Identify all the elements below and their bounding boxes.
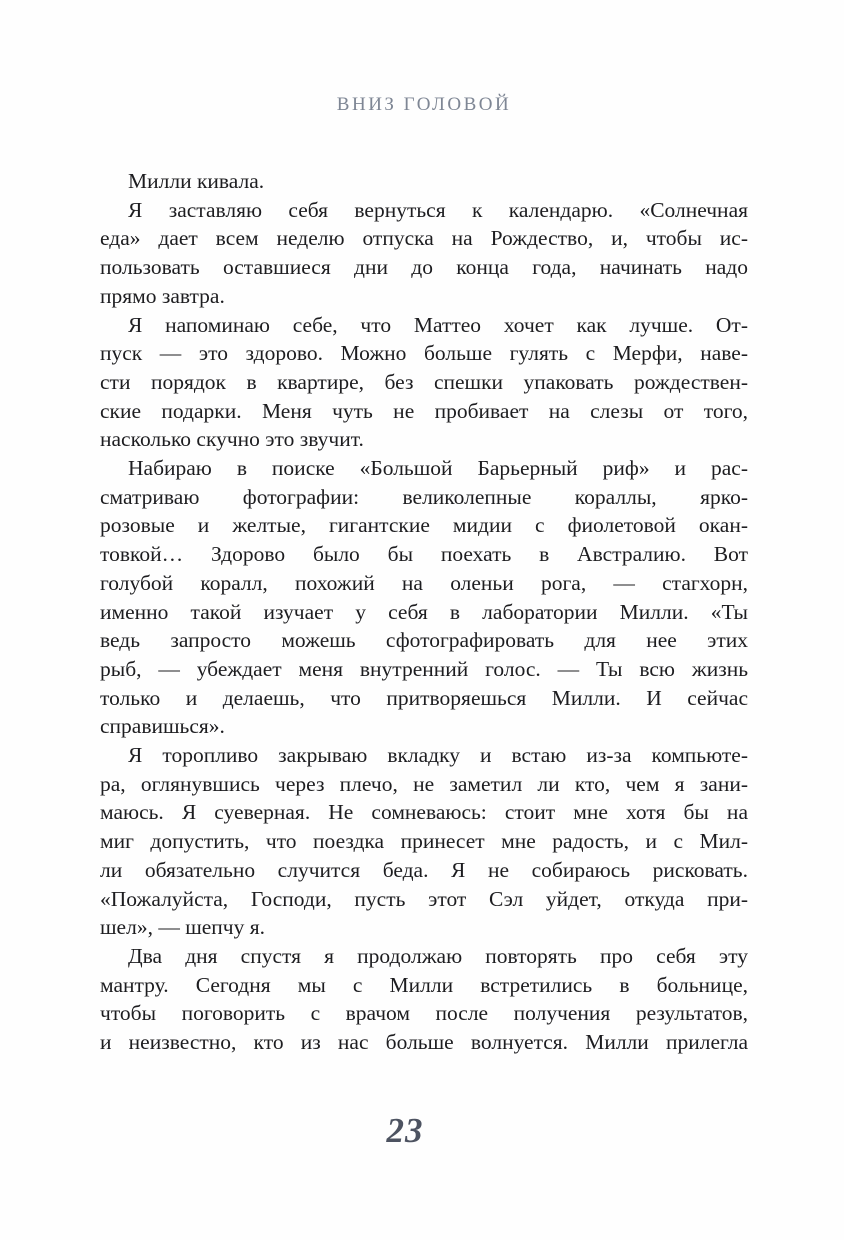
text-line: Я напоминаю себе, что Маттео хочет как лучше. От- [128,312,748,337]
paragraph [100,167,748,196]
text-line: и неизвестно, кто из нас больше волнуется. Милли прилегла [100,1030,748,1055]
text-line: Я торопливо закрываю вкладку и встаю из-за компьюте- [128,743,748,768]
text-line: рыб, — убеждает меня внутренний голос. — Ты всю жизнь [100,656,748,681]
text-line: Набираю в поиске «Большой Барьерный риф» и рас- [128,456,748,481]
text-line: Я заставляю себя вернуться к календарю. «Солнечная [128,197,748,222]
text-line: именно такой изучает у себя в лаборатории Милли. «Ты [100,599,748,624]
text-line: сти порядок в квартире, без спешки упаковать рождествен- [100,369,748,394]
text-line: шел», — шепчу я. [100,915,266,940]
running-head: ВНИЗ ГОЛОВОЙ [336,94,512,115]
text-line: миг допустить, что поездка принесет мне радость, и с Мил- [100,829,748,854]
text-line: прямо завтра. [100,283,225,308]
text-line: маюсь. Я суеверная. Не сомневаюсь: стоит мне хотя бы на [100,800,748,825]
text-line: только и делаешь, что притворяешься Милли. И сейчас [100,685,748,710]
text-line: сматриваю фотографии: великолепные кораллы, ярко- [100,484,748,509]
text-line: пуск — это здорово. Можно больше гулять с Мерфи, наве- [100,341,748,366]
text-line: Милли кивала. [128,169,265,193]
text-line: ведь запросто можешь сфотографировать для нее этих [100,628,748,653]
text-line: товкой… Здорово было бы поехать в Австралию. Вот [100,542,748,567]
text-line: розовые и желтые, гигантские мидии с фиолетовой окан- [100,513,748,538]
text-line: голубой коралл, похожий на оленьи рога, — стагхорн, [100,570,748,595]
text-line: пользовать оставшиеся дни до конца года, начинать надо [100,255,748,280]
text-line: чтобы поговорить с врачом после получения результатов, [100,1001,748,1026]
text-line: справишься». [100,714,225,739]
text-block [100,167,748,1057]
text-line: «Пожалуйста, Господи, пусть этот Сэл уйдет, откуда при- [100,886,748,911]
text-line: мантру. Сегодня мы с Милли встретились в больнице, [100,972,748,997]
paragraph [100,311,748,455]
text-line: ские подарки. Меня чуть не пробивает на слезы от того, [100,398,748,423]
paragraph [100,196,748,311]
text-line: еда» дает всем неделю отпуска на Рождество, и, чтобы ис- [100,226,748,251]
text-line: насколько скучно это звучит. [100,427,364,452]
text-line: ли обязательно случится беда. Я не собираюсь рисковать. [100,857,748,882]
page-number: 23 [386,1111,424,1150]
paragraph [100,741,748,942]
paragraph [100,942,748,1057]
text-line: Два дня спустя я продолжаю повторять про себя эту [128,943,748,968]
text-line: ра, оглянувшись через плечо, не заметил ли кто, чем я зани- [100,771,748,796]
paragraph [100,454,748,741]
